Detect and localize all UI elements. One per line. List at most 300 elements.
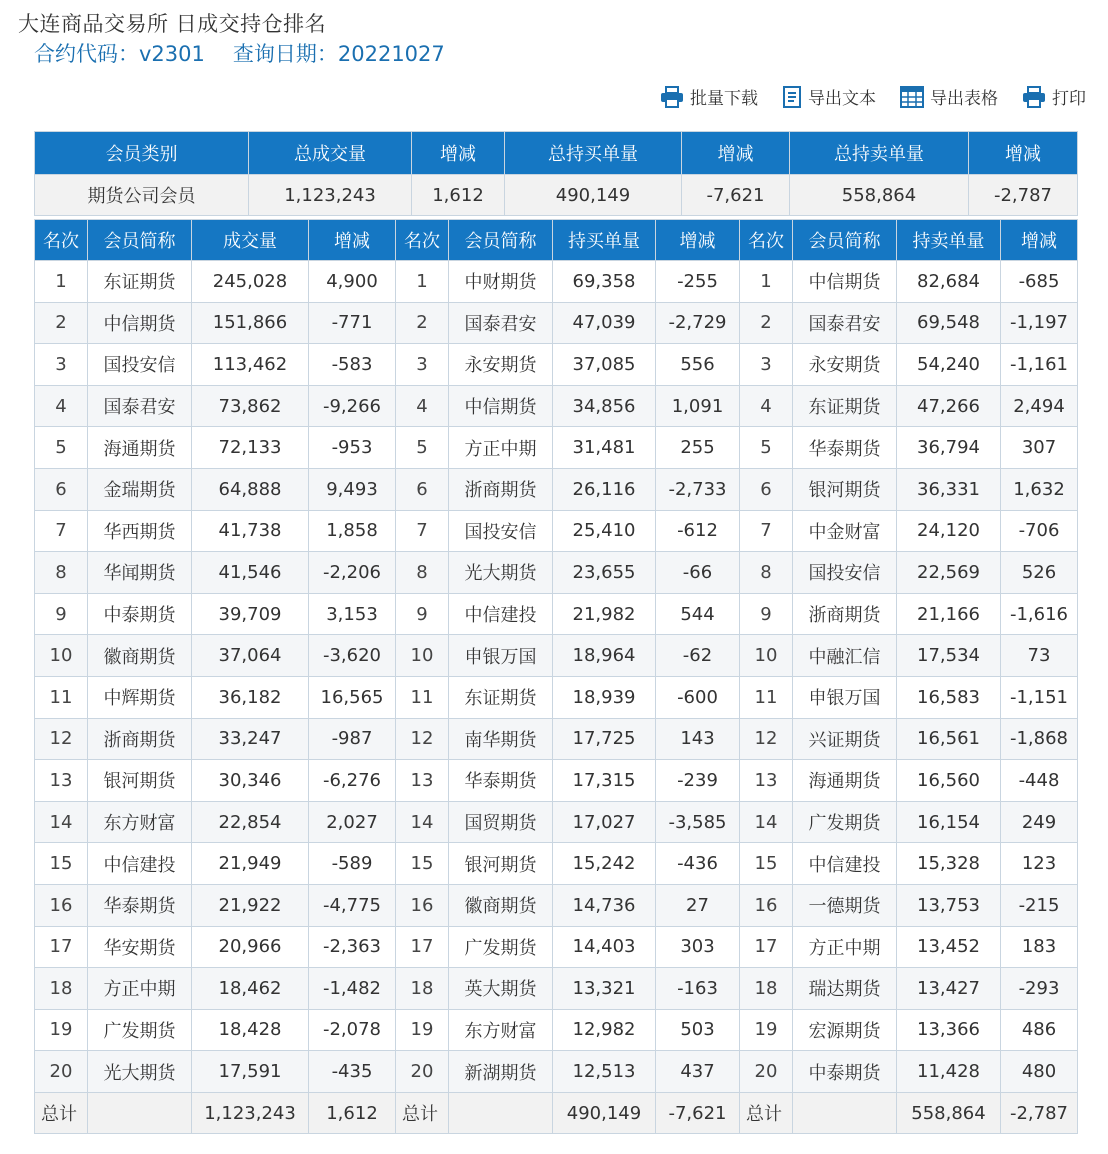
member-cell: 中信期货 [88, 302, 192, 344]
document-icon [782, 85, 802, 109]
buy-cell: 23,655 [553, 552, 656, 594]
sell-cell: 13,753 [897, 884, 1001, 926]
export-table-label: 导出表格 [930, 89, 998, 109]
member-cell: 华西期货 [88, 510, 192, 552]
change-cell: 9,493 [309, 468, 396, 510]
change-cell: -255 [656, 261, 740, 303]
summary-cell: 期货公司会员 [35, 175, 249, 216]
rank-cell: 15 [35, 843, 88, 885]
rank-cell: 13 [35, 760, 88, 802]
member-cell: 徽商期货 [449, 884, 553, 926]
total-sell: 558,864 [897, 1092, 1001, 1134]
member-cell: 中金财富 [793, 510, 897, 552]
buy-cell: 26,116 [553, 468, 656, 510]
change-cell: -2,733 [656, 468, 740, 510]
sell-cell: 24,120 [897, 510, 1001, 552]
member-cell: 广发期货 [793, 801, 897, 843]
volume-cell: 245,028 [192, 261, 309, 303]
change-cell: -239 [656, 760, 740, 802]
sell-cell: 21,166 [897, 593, 1001, 635]
header-member: 会员简称 [793, 220, 897, 261]
table-row [35, 344, 1078, 386]
rank-cell: 5 [396, 427, 449, 469]
change-cell: 249 [1001, 801, 1078, 843]
rank-cell: 9 [396, 593, 449, 635]
change-cell: -685 [1001, 261, 1078, 303]
member-cell: 东方财富 [449, 1009, 553, 1051]
summary-cell: -2,787 [969, 175, 1078, 216]
member-cell: 银河期货 [793, 468, 897, 510]
summary-cell: -7,621 [682, 175, 790, 216]
member-cell: 国泰君安 [88, 385, 192, 427]
rank-cell: 3 [396, 344, 449, 386]
sell-cell: 13,427 [897, 968, 1001, 1010]
header-buy: 持买单量 [553, 220, 656, 261]
member-cell: 徽商期货 [88, 635, 192, 677]
sell-cell: 54,240 [897, 344, 1001, 386]
change-cell: 480 [1001, 1051, 1078, 1093]
rank-cell: 14 [740, 801, 793, 843]
change-cell: 123 [1001, 843, 1078, 885]
change-cell: -706 [1001, 510, 1078, 552]
header-change: 增减 [656, 220, 740, 261]
member-cell: 国贸期货 [449, 801, 553, 843]
change-cell: 526 [1001, 552, 1078, 594]
change-cell: -583 [309, 344, 396, 386]
print-label: 打印 [1052, 89, 1086, 109]
volume-cell: 18,428 [192, 1009, 309, 1051]
change-cell: -612 [656, 510, 740, 552]
total-cell [793, 1092, 897, 1134]
member-cell: 光大期货 [88, 1051, 192, 1093]
rank-cell: 12 [396, 718, 449, 760]
header-volume: 成交量 [192, 220, 309, 261]
rank-cell: 19 [35, 1009, 88, 1051]
buy-cell: 12,513 [553, 1051, 656, 1093]
member-cell: 国泰君安 [793, 302, 897, 344]
member-cell: 永安期货 [793, 344, 897, 386]
header-sell: 持卖单量 [897, 220, 1001, 261]
header-rank: 名次 [740, 220, 793, 261]
change-cell: 4,900 [309, 261, 396, 303]
rank-cell: 10 [396, 635, 449, 677]
member-cell: 中信建投 [449, 593, 553, 635]
member-cell: 浙商期货 [793, 593, 897, 635]
volume-cell: 41,738 [192, 510, 309, 552]
header-change: 增减 [309, 220, 396, 261]
rank-cell: 6 [396, 468, 449, 510]
change-cell: -987 [309, 718, 396, 760]
volume-cell: 17,591 [192, 1051, 309, 1093]
change-cell: 437 [656, 1051, 740, 1093]
total-sell-change: -2,787 [1001, 1092, 1078, 1134]
change-cell: -293 [1001, 968, 1078, 1010]
member-cell: 申银万国 [793, 676, 897, 718]
change-cell: -1,197 [1001, 302, 1078, 344]
table-row [35, 635, 1078, 677]
change-cell: -3,585 [656, 801, 740, 843]
total-cell [88, 1092, 192, 1134]
table-row [35, 884, 1078, 926]
change-cell: -1,616 [1001, 593, 1078, 635]
member-cell: 永安期货 [449, 344, 553, 386]
header-member: 会员简称 [88, 220, 192, 261]
member-cell: 国投安信 [793, 552, 897, 594]
change-cell: 2,494 [1001, 385, 1078, 427]
change-cell: 556 [656, 344, 740, 386]
volume-cell: 33,247 [192, 718, 309, 760]
total-label: 总计 [396, 1092, 449, 1134]
change-cell: -435 [309, 1051, 396, 1093]
rank-cell: 12 [35, 718, 88, 760]
summary-header-cell: 总成交量 [249, 132, 412, 175]
change-cell: -163 [656, 968, 740, 1010]
volume-cell: 73,862 [192, 385, 309, 427]
member-cell: 东证期货 [88, 261, 192, 303]
buy-cell: 25,410 [553, 510, 656, 552]
volume-cell: 113,462 [192, 344, 309, 386]
rank-cell: 5 [740, 427, 793, 469]
table-row [35, 385, 1078, 427]
buy-cell: 31,481 [553, 427, 656, 469]
summary-header-row [35, 132, 1078, 175]
rank-cell: 4 [35, 385, 88, 427]
change-cell: 303 [656, 926, 740, 968]
rank-cell: 13 [740, 760, 793, 802]
rank-cell: 9 [35, 593, 88, 635]
change-cell: -1,161 [1001, 344, 1078, 386]
ranking-header-row [35, 220, 1078, 261]
volume-cell: 36,182 [192, 676, 309, 718]
member-cell: 方正中期 [449, 427, 553, 469]
buy-cell: 17,315 [553, 760, 656, 802]
export-table-button[interactable] [900, 84, 998, 109]
member-cell: 英大期货 [449, 968, 553, 1010]
volume-cell: 39,709 [192, 593, 309, 635]
rank-cell: 19 [740, 1009, 793, 1051]
volume-cell: 41,546 [192, 552, 309, 594]
batch-download-button[interactable] [660, 84, 758, 109]
member-cell: 银河期货 [449, 843, 553, 885]
volume-cell: 30,346 [192, 760, 309, 802]
change-cell: 3,153 [309, 593, 396, 635]
total-label: 总计 [740, 1092, 793, 1134]
change-cell: 544 [656, 593, 740, 635]
rank-cell: 9 [740, 593, 793, 635]
buy-cell: 21,982 [553, 593, 656, 635]
header-member: 会员简称 [449, 220, 553, 261]
rank-cell: 17 [35, 926, 88, 968]
sell-cell: 13,452 [897, 926, 1001, 968]
summary-cell: 1,123,243 [249, 175, 412, 216]
print-button[interactable] [1022, 84, 1086, 109]
printer-icon [660, 86, 684, 108]
query-info [34, 38, 445, 68]
rank-cell: 11 [396, 676, 449, 718]
summary-table [34, 131, 1078, 216]
member-cell: 方正中期 [88, 968, 192, 1010]
member-cell: 华安期货 [88, 926, 192, 968]
volume-cell: 72,133 [192, 427, 309, 469]
rank-cell: 11 [35, 676, 88, 718]
rank-cell: 2 [396, 302, 449, 344]
header-rank: 名次 [396, 220, 449, 261]
change-cell: 486 [1001, 1009, 1078, 1051]
sell-cell: 82,684 [897, 261, 1001, 303]
member-cell: 南华期货 [449, 718, 553, 760]
change-cell: 1,632 [1001, 468, 1078, 510]
member-cell: 瑞达期货 [793, 968, 897, 1010]
sell-cell: 16,560 [897, 760, 1001, 802]
buy-cell: 18,939 [553, 676, 656, 718]
rank-cell: 14 [396, 801, 449, 843]
change-cell: -436 [656, 843, 740, 885]
buy-cell: 37,085 [553, 344, 656, 386]
buy-cell: 13,321 [553, 968, 656, 1010]
member-cell: 银河期货 [88, 760, 192, 802]
summary-header-cell: 增减 [682, 132, 790, 175]
change-cell: 2,027 [309, 801, 396, 843]
rank-cell: 11 [740, 676, 793, 718]
sell-cell: 17,534 [897, 635, 1001, 677]
change-cell: 255 [656, 427, 740, 469]
member-cell: 国泰君安 [449, 302, 553, 344]
member-cell: 华泰期货 [88, 884, 192, 926]
member-cell: 东方财富 [88, 801, 192, 843]
table-row [35, 968, 1078, 1010]
member-cell: 中辉期货 [88, 676, 192, 718]
table-row [35, 427, 1078, 469]
member-cell: 华闻期货 [88, 552, 192, 594]
change-cell: -2,363 [309, 926, 396, 968]
change-cell: 16,565 [309, 676, 396, 718]
rank-cell: 3 [35, 344, 88, 386]
printer-icon [1022, 86, 1046, 108]
member-cell: 中信建投 [88, 843, 192, 885]
member-cell: 国投安信 [449, 510, 553, 552]
rank-cell: 16 [35, 884, 88, 926]
buy-cell: 14,403 [553, 926, 656, 968]
table-row [35, 593, 1078, 635]
summary-cell: 490,149 [505, 175, 682, 216]
sell-cell: 36,331 [897, 468, 1001, 510]
sell-cell: 16,154 [897, 801, 1001, 843]
member-cell: 中信期货 [449, 385, 553, 427]
member-cell: 华泰期货 [449, 760, 553, 802]
change-cell: 1,858 [309, 510, 396, 552]
batch-download-label: 批量下载 [690, 89, 758, 109]
toolbar [660, 84, 1086, 109]
buy-cell: 14,736 [553, 884, 656, 926]
change-cell: -2,078 [309, 1009, 396, 1051]
change-cell: 73 [1001, 635, 1078, 677]
ranking-table [34, 219, 1078, 1134]
change-cell: -9,266 [309, 385, 396, 427]
sell-cell: 16,583 [897, 676, 1001, 718]
total-buy: 490,149 [553, 1092, 656, 1134]
summary-cell: 1,612 [412, 175, 505, 216]
member-cell: 东证期货 [793, 385, 897, 427]
volume-cell: 20,966 [192, 926, 309, 968]
table-row [35, 468, 1078, 510]
change-cell: -589 [309, 843, 396, 885]
change-cell: -953 [309, 427, 396, 469]
header-change: 增减 [1001, 220, 1078, 261]
member-cell: 方正中期 [793, 926, 897, 968]
member-cell: 中财期货 [449, 261, 553, 303]
rank-cell: 7 [396, 510, 449, 552]
member-cell: 中泰期货 [88, 593, 192, 635]
export-text-button[interactable] [782, 84, 876, 109]
contract-code: 合约代码：v2301 [34, 42, 205, 66]
change-cell: 143 [656, 718, 740, 760]
export-text-label: 导出文本 [808, 89, 876, 109]
change-cell: -6,276 [309, 760, 396, 802]
rank-cell: 10 [35, 635, 88, 677]
rank-cell: 8 [396, 552, 449, 594]
rank-cell: 15 [396, 843, 449, 885]
page-title: 大连商品交易所 日成交持仓排名 [18, 12, 327, 36]
rank-cell: 1 [396, 261, 449, 303]
rank-cell: 7 [740, 510, 793, 552]
total-buy-change: -7,621 [656, 1092, 740, 1134]
sell-cell: 16,561 [897, 718, 1001, 760]
rank-cell: 16 [740, 884, 793, 926]
volume-cell: 21,949 [192, 843, 309, 885]
change-cell: -1,482 [309, 968, 396, 1010]
volume-cell: 37,064 [192, 635, 309, 677]
sell-cell: 36,794 [897, 427, 1001, 469]
sell-cell: 11,428 [897, 1051, 1001, 1093]
summary-header-cell: 总持卖单量 [790, 132, 969, 175]
change-cell: -448 [1001, 760, 1078, 802]
change-cell: -600 [656, 676, 740, 718]
member-cell: 新湖期货 [449, 1051, 553, 1093]
volume-cell: 64,888 [192, 468, 309, 510]
rank-cell: 19 [396, 1009, 449, 1051]
total-volume: 1,123,243 [192, 1092, 309, 1134]
rank-cell: 17 [396, 926, 449, 968]
table-row [35, 552, 1078, 594]
rank-cell: 6 [35, 468, 88, 510]
member-cell: 光大期货 [449, 552, 553, 594]
buy-cell: 15,242 [553, 843, 656, 885]
volume-cell: 151,866 [192, 302, 309, 344]
rank-cell: 4 [396, 385, 449, 427]
change-cell: -215 [1001, 884, 1078, 926]
sell-cell: 13,366 [897, 1009, 1001, 1051]
table-row [35, 302, 1078, 344]
summary-cell: 558,864 [790, 175, 969, 216]
table-row [35, 843, 1078, 885]
buy-cell: 17,725 [553, 718, 656, 760]
table-row [35, 676, 1078, 718]
table-icon [900, 86, 924, 108]
sell-cell: 47,266 [897, 385, 1001, 427]
table-row [35, 926, 1078, 968]
rank-cell: 1 [740, 261, 793, 303]
member-cell: 广发期货 [449, 926, 553, 968]
total-cell [449, 1092, 553, 1134]
rank-cell: 3 [740, 344, 793, 386]
change-cell: -2,206 [309, 552, 396, 594]
rank-cell: 20 [740, 1051, 793, 1093]
rank-cell: 13 [396, 760, 449, 802]
buy-cell: 34,856 [553, 385, 656, 427]
rank-cell: 2 [35, 302, 88, 344]
member-cell: 广发期货 [88, 1009, 192, 1051]
buy-cell: 12,982 [553, 1009, 656, 1051]
sell-cell: 22,569 [897, 552, 1001, 594]
table-row [35, 510, 1078, 552]
volume-cell: 22,854 [192, 801, 309, 843]
rank-cell: 18 [396, 968, 449, 1010]
header-rank: 名次 [35, 220, 88, 261]
table-row [35, 1009, 1078, 1051]
change-cell: -3,620 [309, 635, 396, 677]
rank-cell: 20 [35, 1051, 88, 1093]
rank-cell: 10 [740, 635, 793, 677]
table-row [35, 760, 1078, 802]
rank-cell: 1 [35, 261, 88, 303]
summary-header-cell: 总持买单量 [505, 132, 682, 175]
change-cell: 183 [1001, 926, 1078, 968]
member-cell: 国投安信 [88, 344, 192, 386]
sell-cell: 69,548 [897, 302, 1001, 344]
change-cell: -62 [656, 635, 740, 677]
change-cell: 307 [1001, 427, 1078, 469]
rank-cell: 17 [740, 926, 793, 968]
member-cell: 浙商期货 [449, 468, 553, 510]
total-row [35, 1092, 1078, 1134]
member-cell: 金瑞期货 [88, 468, 192, 510]
change-cell: -66 [656, 552, 740, 594]
change-cell: 27 [656, 884, 740, 926]
member-cell: 宏源期货 [793, 1009, 897, 1051]
rank-cell: 20 [396, 1051, 449, 1093]
summary-header-cell: 会员类别 [35, 132, 249, 175]
member-cell: 海通期货 [793, 760, 897, 802]
buy-cell: 18,964 [553, 635, 656, 677]
rank-cell: 16 [396, 884, 449, 926]
total-volume-change: 1,612 [309, 1092, 396, 1134]
sell-cell: 15,328 [897, 843, 1001, 885]
member-cell: 中泰期货 [793, 1051, 897, 1093]
table-row [35, 1051, 1078, 1093]
summary-data-row [35, 175, 1078, 216]
rank-cell: 7 [35, 510, 88, 552]
member-cell: 申银万国 [449, 635, 553, 677]
table-row [35, 801, 1078, 843]
rank-cell: 15 [740, 843, 793, 885]
change-cell: -1,868 [1001, 718, 1078, 760]
member-cell: 兴证期货 [793, 718, 897, 760]
table-row [35, 718, 1078, 760]
summary-header-cell: 增减 [412, 132, 505, 175]
member-cell: 一德期货 [793, 884, 897, 926]
buy-cell: 69,358 [553, 261, 656, 303]
rank-cell: 18 [35, 968, 88, 1010]
rank-cell: 6 [740, 468, 793, 510]
rank-cell: 2 [740, 302, 793, 344]
change-cell: -771 [309, 302, 396, 344]
change-cell: 1,091 [656, 385, 740, 427]
member-cell: 中融汇信 [793, 635, 897, 677]
summary-header-cell: 增减 [969, 132, 1078, 175]
change-cell: -2,729 [656, 302, 740, 344]
rank-cell: 8 [740, 552, 793, 594]
query-date: 查询日期：20221027 [232, 42, 445, 66]
